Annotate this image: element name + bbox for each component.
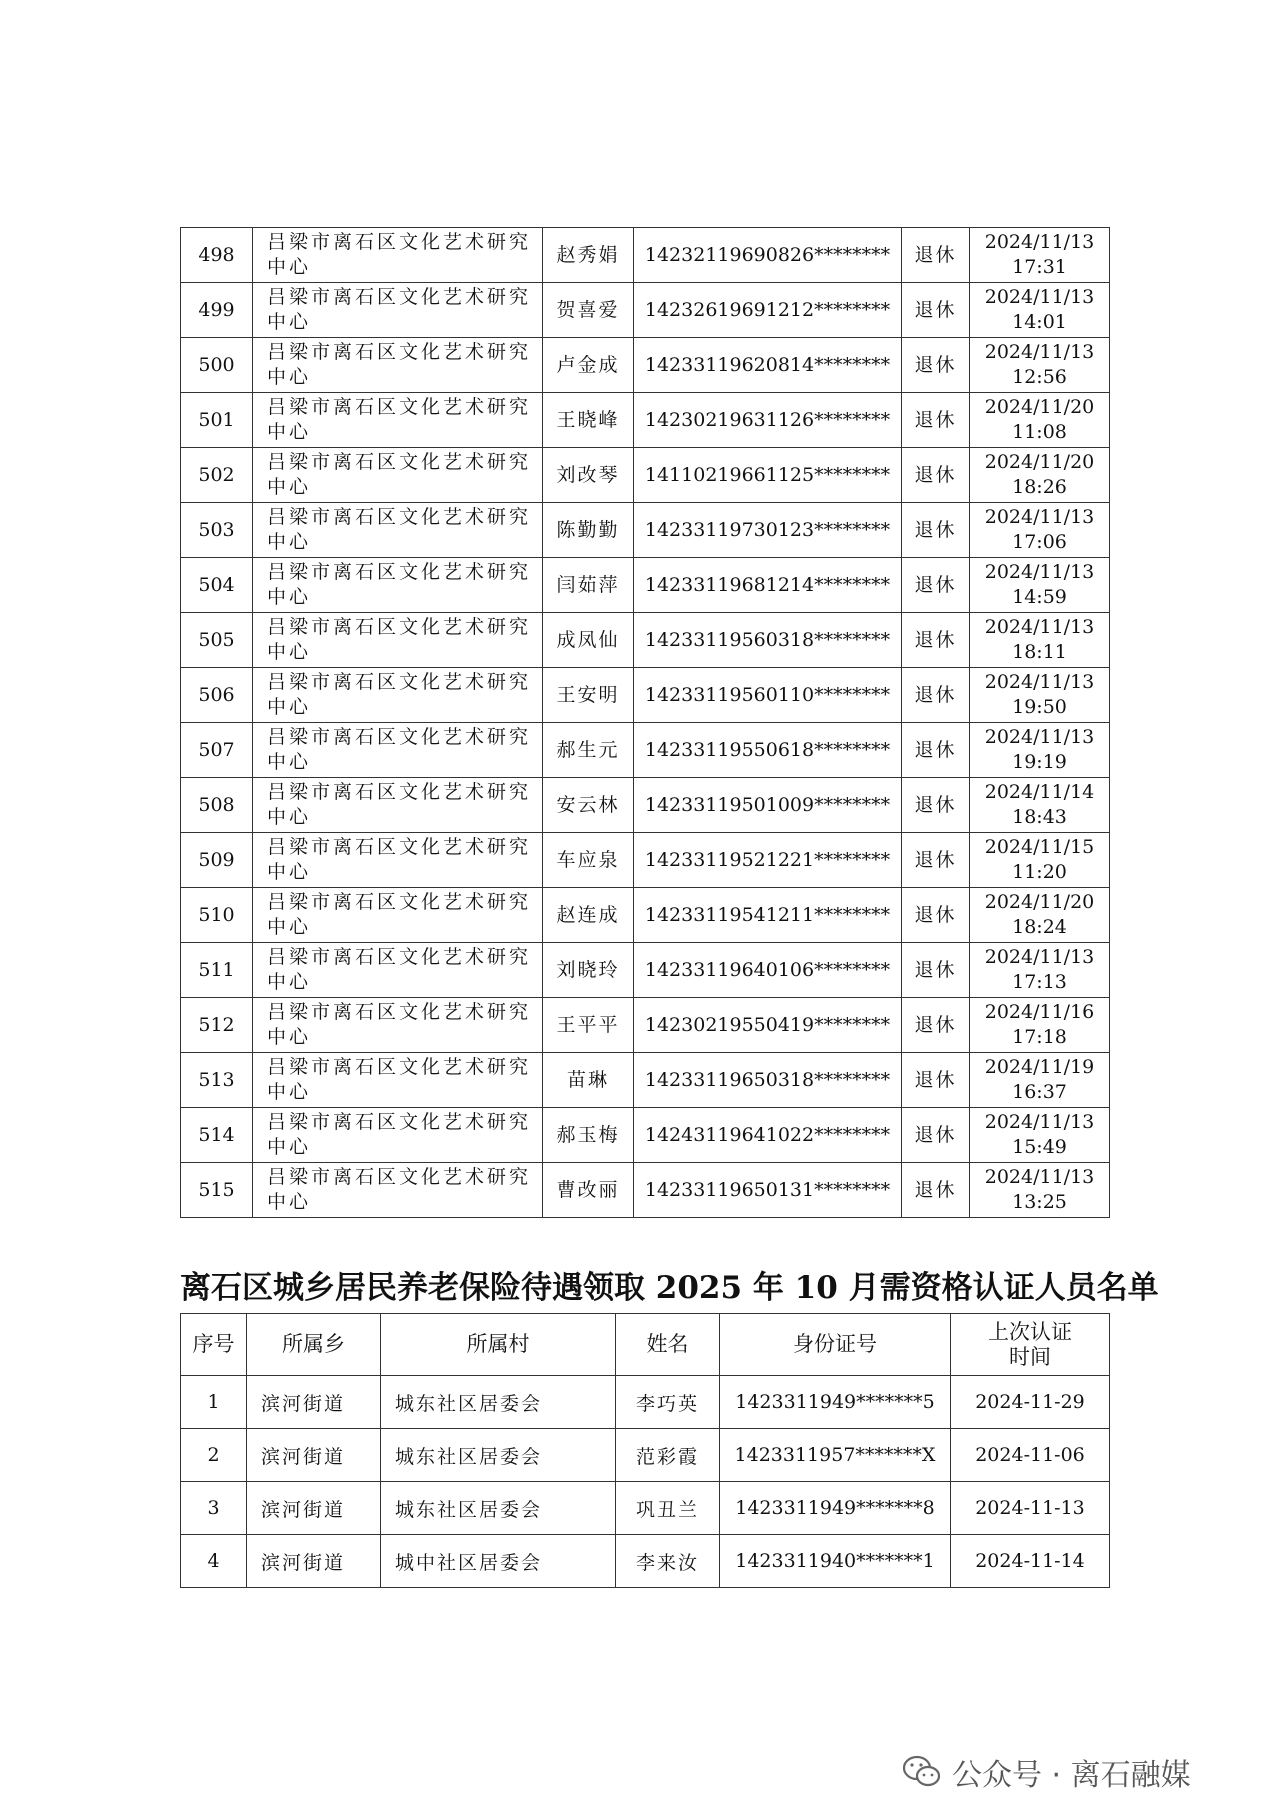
cert-time: 18:11 (1012, 641, 1067, 663)
person-name: 赵连成 (543, 888, 634, 943)
cert-date: 2024/11/13 (984, 1111, 1095, 1133)
table-row (181, 283, 1110, 338)
status: 退休 (902, 998, 970, 1053)
cert-datetime (970, 448, 1110, 503)
cert-date: 2024/11/13 (984, 946, 1095, 968)
cert-date: 2024/11/16 (984, 1001, 1095, 1023)
retiree-table (180, 227, 1110, 1218)
table-row (181, 668, 1110, 723)
person-name: 王平平 (543, 998, 634, 1053)
work-unit: 吕梁市离石区文化艺术研究中心 (253, 668, 543, 723)
status: 退休 (902, 283, 970, 338)
cert-datetime (970, 833, 1110, 888)
cert-datetime (970, 283, 1110, 338)
status: 退休 (902, 448, 970, 503)
work-unit: 吕梁市离石区文化艺术研究中心 (253, 613, 543, 668)
village: 城东社区居委会 (381, 1376, 616, 1429)
work-unit: 吕梁市离石区文化艺术研究中心 (253, 393, 543, 448)
person-name: 赵秀娟 (543, 228, 634, 283)
township: 滨河街道 (247, 1376, 381, 1429)
id-number: 14230219550419******** (634, 998, 902, 1053)
cert-datetime (970, 503, 1110, 558)
township: 滨河街道 (247, 1535, 381, 1588)
cert-datetime (970, 723, 1110, 778)
row-number: 500 (181, 338, 253, 393)
id-number: 14233119650318******** (634, 1053, 902, 1108)
person-name: 王安明 (543, 668, 634, 723)
id-number: 1423311949*******5 (720, 1376, 951, 1429)
id-number: 1423311957*******X (720, 1429, 951, 1482)
id-number: 14233119650131******** (634, 1163, 902, 1218)
work-unit: 吕梁市离石区文化艺术研究中心 (253, 1163, 543, 1218)
status: 退休 (902, 228, 970, 283)
person-name: 刘改琴 (543, 448, 634, 503)
row-number: 513 (181, 1053, 253, 1108)
cert-datetime (970, 613, 1110, 668)
work-unit: 吕梁市离石区文化艺术研究中心 (253, 778, 543, 833)
cert-time: 17:18 (1012, 1026, 1067, 1048)
section-title: 离石区城乡居民养老保险待遇领取 2025 年 10 月需资格认证人员名单 (180, 1270, 1159, 1306)
row-number: 510 (181, 888, 253, 943)
status: 退休 (902, 503, 970, 558)
cert-datetime (970, 998, 1110, 1053)
cert-datetime (970, 393, 1110, 448)
cert-datetime (970, 668, 1110, 723)
row-number: 507 (181, 723, 253, 778)
cert-date: 2024/11/14 (984, 781, 1095, 803)
cert-time: 12:56 (1012, 366, 1067, 388)
table-row (181, 1376, 1110, 1429)
cert-date: 2024/11/13 (984, 726, 1095, 748)
work-unit: 吕梁市离石区文化艺术研究中心 (253, 888, 543, 943)
row-number: 1 (181, 1376, 247, 1429)
row-number: 4 (181, 1535, 247, 1588)
header-no: 序号 (181, 1314, 247, 1376)
cert-time: 18:26 (1012, 476, 1067, 498)
id-number: 14243119641022******** (634, 1108, 902, 1163)
cert-time: 14:59 (1012, 586, 1067, 608)
status: 退休 (902, 833, 970, 888)
id-number: 14233119681214******** (634, 558, 902, 613)
id-number: 14232119690826******** (634, 228, 902, 283)
id-number: 14233119620814******** (634, 338, 902, 393)
cert-date: 2024/11/20 (984, 396, 1095, 418)
table-row (181, 998, 1110, 1053)
cert-time: 17:31 (1012, 256, 1067, 278)
cert-time: 16:37 (1012, 1081, 1067, 1103)
cert-datetime (970, 943, 1110, 998)
cert-time: 13:25 (1012, 1191, 1067, 1213)
status: 退休 (902, 1053, 970, 1108)
cert-date: 2024/11/13 (984, 671, 1095, 693)
cert-datetime (970, 1053, 1110, 1108)
status: 退休 (902, 778, 970, 833)
person-name: 范彩霞 (616, 1429, 720, 1482)
person-name: 曹改丽 (543, 1163, 634, 1218)
status: 退休 (902, 613, 970, 668)
cert-time: 18:43 (1012, 806, 1067, 828)
status: 退休 (902, 723, 970, 778)
row-number: 514 (181, 1108, 253, 1163)
cert-date: 2024/11/13 (984, 231, 1095, 253)
status: 退休 (902, 888, 970, 943)
header-last-cert (951, 1314, 1110, 1376)
id-number: 14230219631126******** (634, 393, 902, 448)
wechat-icon (902, 1755, 942, 1789)
header-last-cert-line2: 时间 (1009, 1344, 1051, 1369)
cert-datetime (970, 558, 1110, 613)
work-unit: 吕梁市离石区文化艺术研究中心 (253, 1053, 543, 1108)
cert-datetime (970, 338, 1110, 393)
township: 滨河街道 (247, 1429, 381, 1482)
row-number: 3 (181, 1482, 247, 1535)
cert-date: 2024/11/20 (984, 891, 1095, 913)
table-row (181, 338, 1110, 393)
table-row (181, 943, 1110, 998)
work-unit: 吕梁市离石区文化艺术研究中心 (253, 338, 543, 393)
person-name: 贺喜爱 (543, 283, 634, 338)
village: 城中社区居委会 (381, 1535, 616, 1588)
id-number: 14233119501009******** (634, 778, 902, 833)
cert-time: 19:50 (1012, 696, 1067, 718)
id-number: 14233119560318******** (634, 613, 902, 668)
cert-time: 11:20 (1012, 861, 1067, 883)
table-row (181, 888, 1110, 943)
id-number: 14233119640106******** (634, 943, 902, 998)
cert-date: 2024/11/15 (984, 836, 1095, 858)
cert-date: 2024/11/13 (984, 506, 1095, 528)
id-number: 1423311949*******8 (720, 1482, 951, 1535)
status: 退休 (902, 393, 970, 448)
table-row (181, 448, 1110, 503)
person-name: 苗琳 (543, 1053, 634, 1108)
table-header-row (181, 1314, 1110, 1376)
row-number: 511 (181, 943, 253, 998)
status: 退休 (902, 1108, 970, 1163)
table-row (181, 558, 1110, 613)
status: 退休 (902, 668, 970, 723)
id-number: 14233119550618******** (634, 723, 902, 778)
status: 退休 (902, 338, 970, 393)
cert-date: 2024/11/13 (984, 561, 1095, 583)
table-row (181, 393, 1110, 448)
table-row (181, 228, 1110, 283)
cert-time: 18:24 (1012, 916, 1067, 938)
header-name: 姓名 (616, 1314, 720, 1376)
work-unit: 吕梁市离石区文化艺术研究中心 (253, 998, 543, 1053)
row-number: 508 (181, 778, 253, 833)
header-id: 身份证号 (720, 1314, 951, 1376)
person-name: 李来汝 (616, 1535, 720, 1588)
table-row (181, 723, 1110, 778)
table-row (181, 1163, 1110, 1218)
work-unit: 吕梁市离石区文化艺术研究中心 (253, 283, 543, 338)
last-cert-date: 2024-11-29 (951, 1376, 1110, 1429)
work-unit: 吕梁市离石区文化艺术研究中心 (253, 833, 543, 888)
watermark-text: 公众号 · 离石融媒 (952, 1758, 1191, 1793)
table-row (181, 778, 1110, 833)
row-number: 503 (181, 503, 253, 558)
header-village: 所属村 (381, 1314, 616, 1376)
row-number: 512 (181, 998, 253, 1053)
cert-datetime (970, 1163, 1110, 1218)
row-number: 504 (181, 558, 253, 613)
id-number: 1423311940*******1 (720, 1535, 951, 1588)
person-name: 成凤仙 (543, 613, 634, 668)
person-name: 巩丑兰 (616, 1482, 720, 1535)
cert-date: 2024/11/19 (984, 1056, 1095, 1078)
id-number: 14233119541211******** (634, 888, 902, 943)
row-number: 505 (181, 613, 253, 668)
work-unit: 吕梁市离石区文化艺术研究中心 (253, 448, 543, 503)
row-number: 502 (181, 448, 253, 503)
table-row (181, 1053, 1110, 1108)
cert-date: 2024/11/13 (984, 341, 1095, 363)
work-unit: 吕梁市离石区文化艺术研究中心 (253, 503, 543, 558)
person-name: 闫茹萍 (543, 558, 634, 613)
work-unit: 吕梁市离石区文化艺术研究中心 (253, 943, 543, 998)
work-unit: 吕梁市离石区文化艺术研究中心 (253, 723, 543, 778)
row-number: 515 (181, 1163, 253, 1218)
cert-time: 19:19 (1012, 751, 1067, 773)
certification-table (180, 1313, 1110, 1588)
person-name: 王晓峰 (543, 393, 634, 448)
person-name: 郝玉梅 (543, 1108, 634, 1163)
table-row (181, 1108, 1110, 1163)
work-unit: 吕梁市离石区文化艺术研究中心 (253, 1108, 543, 1163)
cert-datetime (970, 778, 1110, 833)
village: 城东社区居委会 (381, 1429, 616, 1482)
person-name: 卢金成 (543, 338, 634, 393)
table-row (181, 503, 1110, 558)
cert-time: 11:08 (1012, 421, 1067, 443)
table-row (181, 833, 1110, 888)
person-name: 李巧英 (616, 1376, 720, 1429)
cert-datetime (970, 1108, 1110, 1163)
row-number: 498 (181, 228, 253, 283)
watermark (902, 1752, 1191, 1792)
cert-date: 2024/11/20 (984, 451, 1095, 473)
status: 退休 (902, 558, 970, 613)
last-cert-date: 2024-11-13 (951, 1482, 1110, 1535)
id-number: 14233119730123******** (634, 503, 902, 558)
work-unit: 吕梁市离石区文化艺术研究中心 (253, 228, 543, 283)
cert-date: 2024/11/13 (984, 286, 1095, 308)
status: 退休 (902, 1163, 970, 1218)
table-row (181, 613, 1110, 668)
header-last-cert-line1: 上次认证 (988, 1319, 1072, 1344)
person-name: 车应泉 (543, 833, 634, 888)
cert-datetime (970, 888, 1110, 943)
person-name: 安云林 (543, 778, 634, 833)
work-unit: 吕梁市离石区文化艺术研究中心 (253, 558, 543, 613)
table-row (181, 1429, 1110, 1482)
id-number: 14232619691212******** (634, 283, 902, 338)
row-number: 506 (181, 668, 253, 723)
person-name: 郝生元 (543, 723, 634, 778)
row-number: 509 (181, 833, 253, 888)
cert-time: 17:13 (1012, 971, 1067, 993)
cert-time: 15:49 (1012, 1136, 1067, 1158)
header-township: 所属乡 (247, 1314, 381, 1376)
cert-datetime (970, 228, 1110, 283)
table-row (181, 1482, 1110, 1535)
row-number: 2 (181, 1429, 247, 1482)
cert-time: 17:06 (1012, 531, 1067, 553)
table-row (181, 1535, 1110, 1588)
status: 退休 (902, 943, 970, 998)
person-name: 刘晓玲 (543, 943, 634, 998)
id-number: 14110219661125******** (634, 448, 902, 503)
row-number: 501 (181, 393, 253, 448)
township: 滨河街道 (247, 1482, 381, 1535)
id-number: 14233119560110******** (634, 668, 902, 723)
cert-time: 14:01 (1012, 311, 1067, 333)
row-number: 499 (181, 283, 253, 338)
id-number: 14233119521221******** (634, 833, 902, 888)
last-cert-date: 2024-11-06 (951, 1429, 1110, 1482)
village: 城东社区居委会 (381, 1482, 616, 1535)
cert-date: 2024/11/13 (984, 1166, 1095, 1188)
cert-date: 2024/11/13 (984, 616, 1095, 638)
person-name: 陈勤勤 (543, 503, 634, 558)
last-cert-date: 2024-11-14 (951, 1535, 1110, 1588)
